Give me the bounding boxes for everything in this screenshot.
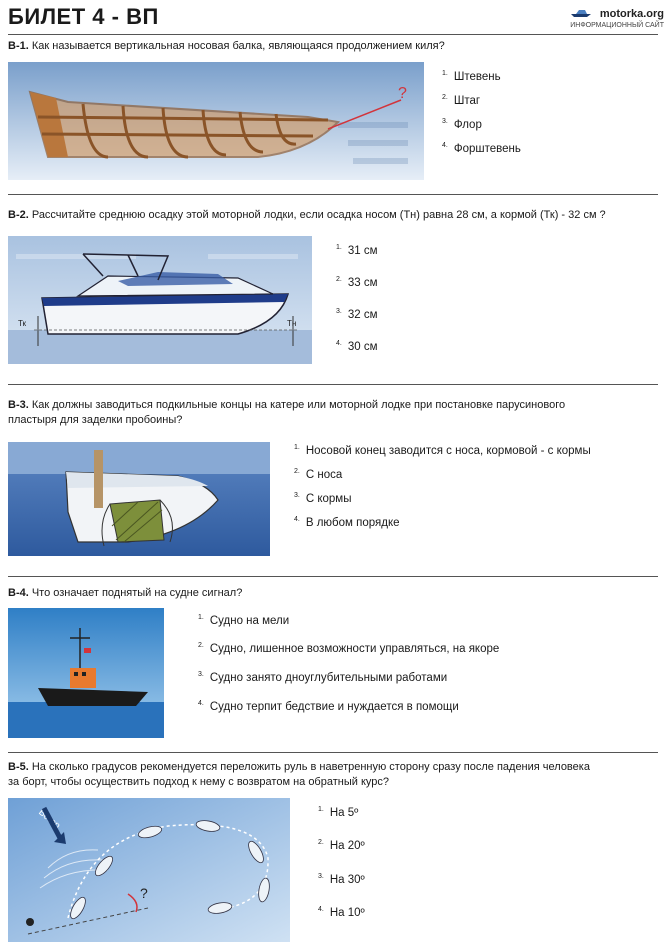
- question-number: В-1.: [8, 40, 29, 52]
- question-4: [8, 586, 648, 601]
- angle-question-mark: ?: [140, 885, 148, 901]
- divider: [8, 34, 658, 35]
- site-logo[interactable]: [570, 4, 664, 29]
- question-text: На сколько градусов рекомендуется переложить руль в наветренную сторону сразу после падения человека за борт, чтобы осуществить подход к нему с возвратом на обратный курс?: [8, 761, 590, 788]
- figure-signal-vessel: [8, 608, 164, 738]
- question-number: В-5.: [8, 761, 29, 773]
- ticket-title: БИЛЕТ 4 - ВП: [8, 4, 159, 29]
- divider: [8, 384, 658, 385]
- option-3[interactable]: $^{3.}$ С кормы: [294, 492, 352, 505]
- option-4[interactable]: $^{4.}$ Форштевень: [442, 142, 521, 155]
- option-1[interactable]: $^{1.}$ Судно на мели: [198, 614, 290, 627]
- option-2[interactable]: $^{2.}$ Штаг: [442, 94, 481, 107]
- divider: [8, 194, 658, 195]
- question-text: Что означает поднятый на судне сигнал?: [31, 587, 243, 599]
- option-3[interactable]: $^{3.}$ На 30º: [318, 873, 365, 886]
- draft-bow-label: Тн: [287, 319, 297, 328]
- option-2[interactable]: $^{2.}$ 33 см: [336, 276, 378, 289]
- divider: [8, 752, 658, 753]
- option-2[interactable]: $^{2.}$ На 20º: [318, 839, 365, 852]
- option-4[interactable]: $^{4.}$ На 10º: [318, 906, 365, 919]
- option-1[interactable]: $^{1.}$ На 5º: [318, 806, 359, 819]
- question-1: [8, 39, 648, 54]
- question-2: [8, 208, 648, 223]
- boat-logo-icon: [570, 8, 592, 18]
- option-4[interactable]: $^{4.}$ В любом порядке: [294, 516, 400, 529]
- option-4[interactable]: $^{4.}$ 30 см: [336, 340, 378, 353]
- question-text: Как должны заводиться подкильные концы на катере или моторной лодке при постановке парусинового пластыря для заделки пробоины?: [8, 399, 566, 426]
- question-number: В-4.: [8, 587, 29, 599]
- option-3[interactable]: $^{3.}$ Судно занято дноуглубительными работами: [198, 671, 448, 684]
- figure-collision-mat: [8, 442, 270, 556]
- logo-subtitle: ИНФОРМАЦИОННЫЙ САЙТ: [570, 22, 664, 29]
- figure-boat-frame: [8, 62, 424, 180]
- logo-name: motorka.org: [599, 8, 664, 20]
- option-2[interactable]: $^{2.}$ Судно, лишенное возможности управляться, на якоре: [198, 642, 500, 655]
- question-number: В-3.: [8, 399, 29, 411]
- figure-motorboat-draft: [8, 236, 312, 364]
- question-text: Как называется вертикальная носовая балка, являющаяся продолжением киля?: [31, 40, 445, 52]
- question-5: [8, 760, 598, 790]
- option-1[interactable]: $^{1.}$ Носовой конец заводится с носа, кормовой - с кормы: [294, 444, 591, 457]
- figure-man-overboard-maneuver: [8, 798, 290, 942]
- option-4[interactable]: $^{4.}$ Судно терпит бедствие и нуждается в помощи: [198, 700, 459, 713]
- question-text: Рассчитайте среднюю осадку этой моторной лодки, если осадка носом (Тн) равна 28 см, а кормой (Тк) - 32 см ?: [31, 209, 606, 221]
- draft-stern-label: Тк: [18, 319, 27, 328]
- figure-question-mark: ?: [398, 85, 407, 102]
- option-2[interactable]: $^{2.}$ С носа: [294, 468, 343, 481]
- option-1[interactable]: $^{1.}$ 31 см: [336, 244, 378, 257]
- option-3[interactable]: $^{3.}$ Флор: [442, 118, 482, 131]
- question-number: В-2.: [8, 209, 29, 221]
- divider: [8, 576, 658, 577]
- question-3: [8, 398, 608, 428]
- option-1[interactable]: $^{1.}$ Штевень: [442, 70, 501, 83]
- option-3[interactable]: $^{3.}$ 32 см: [336, 308, 378, 321]
